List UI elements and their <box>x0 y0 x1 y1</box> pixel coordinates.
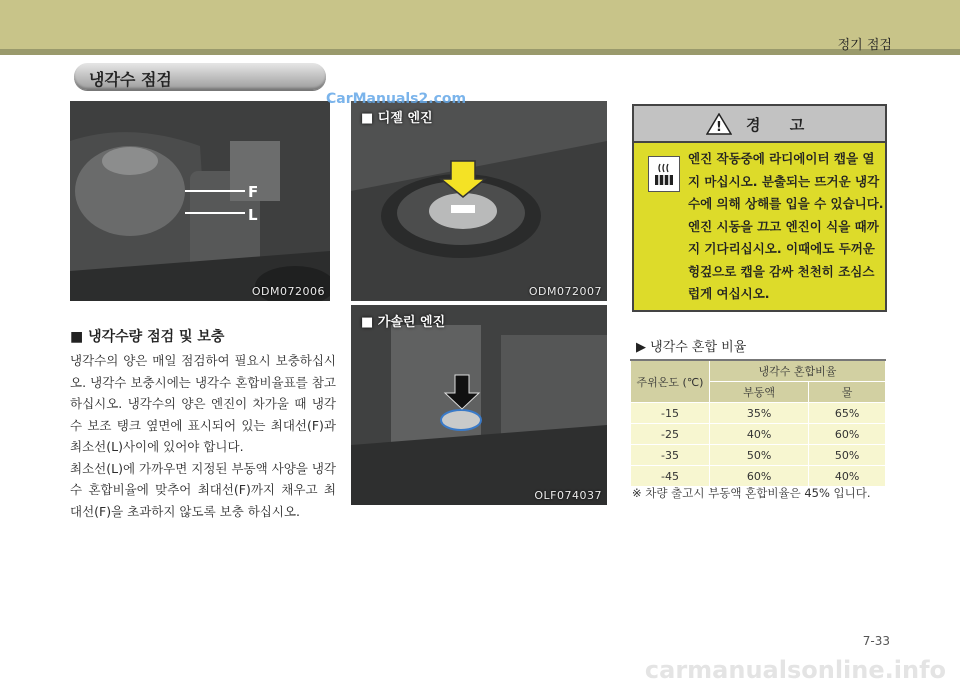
header-band <box>0 0 960 55</box>
column-header-mix: 냉각수 혼합비율 <box>710 360 886 382</box>
coolant-mix-table <box>630 359 886 487</box>
gasoline-radiator-cap-photo <box>351 305 607 505</box>
image-code: ODM072006 <box>251 285 325 298</box>
table-row <box>631 466 886 487</box>
warning-text: 엔진 작동중에 라디에이터 캡을 열지 마십시오. 분출되는 뜨거운 냉각수에 의해 상해를 입을 수 있습니다. 엔진 시동을 끄고 엔진이 식을 때까지 기다리십시오. 이때에도 두꺼운 헝겊으로 캡을 감싸 천천히 조심스럽게 여십시오. <box>688 151 884 301</box>
water-cell: 65% <box>809 403 886 424</box>
table-row <box>631 424 886 445</box>
radiator-hot-warning-icon <box>648 156 680 192</box>
antifreeze-cell: 50% <box>710 445 809 466</box>
section-body <box>70 350 336 522</box>
table-row <box>631 445 886 466</box>
image-code: ODM072007 <box>528 285 602 298</box>
svg-text:!: ! <box>716 120 722 135</box>
min-level-label: L <box>248 206 258 224</box>
temp-cell: -25 <box>631 424 710 445</box>
mix-footnote: ※ 차량 출고시 부동액 혼합비율은 45% 입니다. <box>632 486 871 500</box>
section-title-pill <box>74 63 326 90</box>
page-number: 7-33 <box>862 634 890 648</box>
max-level-label: F <box>248 183 259 201</box>
footer-watermark: carmanualsonline.info <box>644 656 946 684</box>
warning-triangle-icon <box>706 113 732 135</box>
coolant-reservoir-photo <box>70 101 330 301</box>
body-paragraph: 최소선(L)에 가까우면 지정된 부동액 사양을 냉각수 혼합비율에 맞추어 최대선(F)까지 채우고 최대선(F)을 초과하지 않도록 보충 하십시오. <box>70 460 337 519</box>
antifreeze-cell: 40% <box>710 424 809 445</box>
water-cell: 40% <box>809 466 886 487</box>
temp-cell: -15 <box>631 403 710 424</box>
watermark: CarManuals2.com <box>326 91 467 107</box>
temp-cell: -35 <box>631 445 710 466</box>
warning-box <box>632 104 887 312</box>
warning-title: 경 고 <box>746 116 817 134</box>
header-stripe <box>0 49 960 55</box>
page-title: 냉각수 점검 <box>89 70 172 89</box>
section-heading: ■ 냉각수량 점검 및 보충 <box>70 329 225 345</box>
engine-bay-illustration <box>70 101 330 301</box>
diesel-cap-illustration <box>351 101 607 301</box>
column-header-water: 물 <box>809 382 886 403</box>
column-header-antifreeze: 부동액 <box>710 382 809 403</box>
warning-header <box>634 106 885 143</box>
gasoline-cap-illustration <box>351 305 607 505</box>
table-row <box>631 403 886 424</box>
image-code: OLF074037 <box>534 489 602 502</box>
diesel-radiator-cap-photo <box>351 101 607 301</box>
chapter-title: 정기 점검 <box>837 38 892 53</box>
water-cell: 50% <box>809 445 886 466</box>
diesel-caption: ■ 디젤 엔진 <box>361 111 433 126</box>
antifreeze-cell: 60% <box>710 466 809 487</box>
antifreeze-cell: 35% <box>710 403 809 424</box>
body-paragraph: 냉각수의 양은 매일 점검하여 필요시 보충하십시오. 냉각수 보충시에는 냉각수 혼합비율표를 참고하십시오. 냉각수의 양은 엔진이 차가울 때 냉각수 보조 탱크 옆면에 표시되어 있는 최대선(F)과 최소선(L)사이에 있어야 합니다. <box>70 353 336 454</box>
gasoline-caption: ■ 가솔린 엔진 <box>361 315 446 330</box>
temp-cell: -45 <box>631 466 710 487</box>
water-cell: 60% <box>809 424 886 445</box>
mix-ratio-heading: ▶ 냉각수 혼합 비율 <box>636 340 747 355</box>
column-header-temp: 주위온도 (℃) <box>631 360 710 403</box>
